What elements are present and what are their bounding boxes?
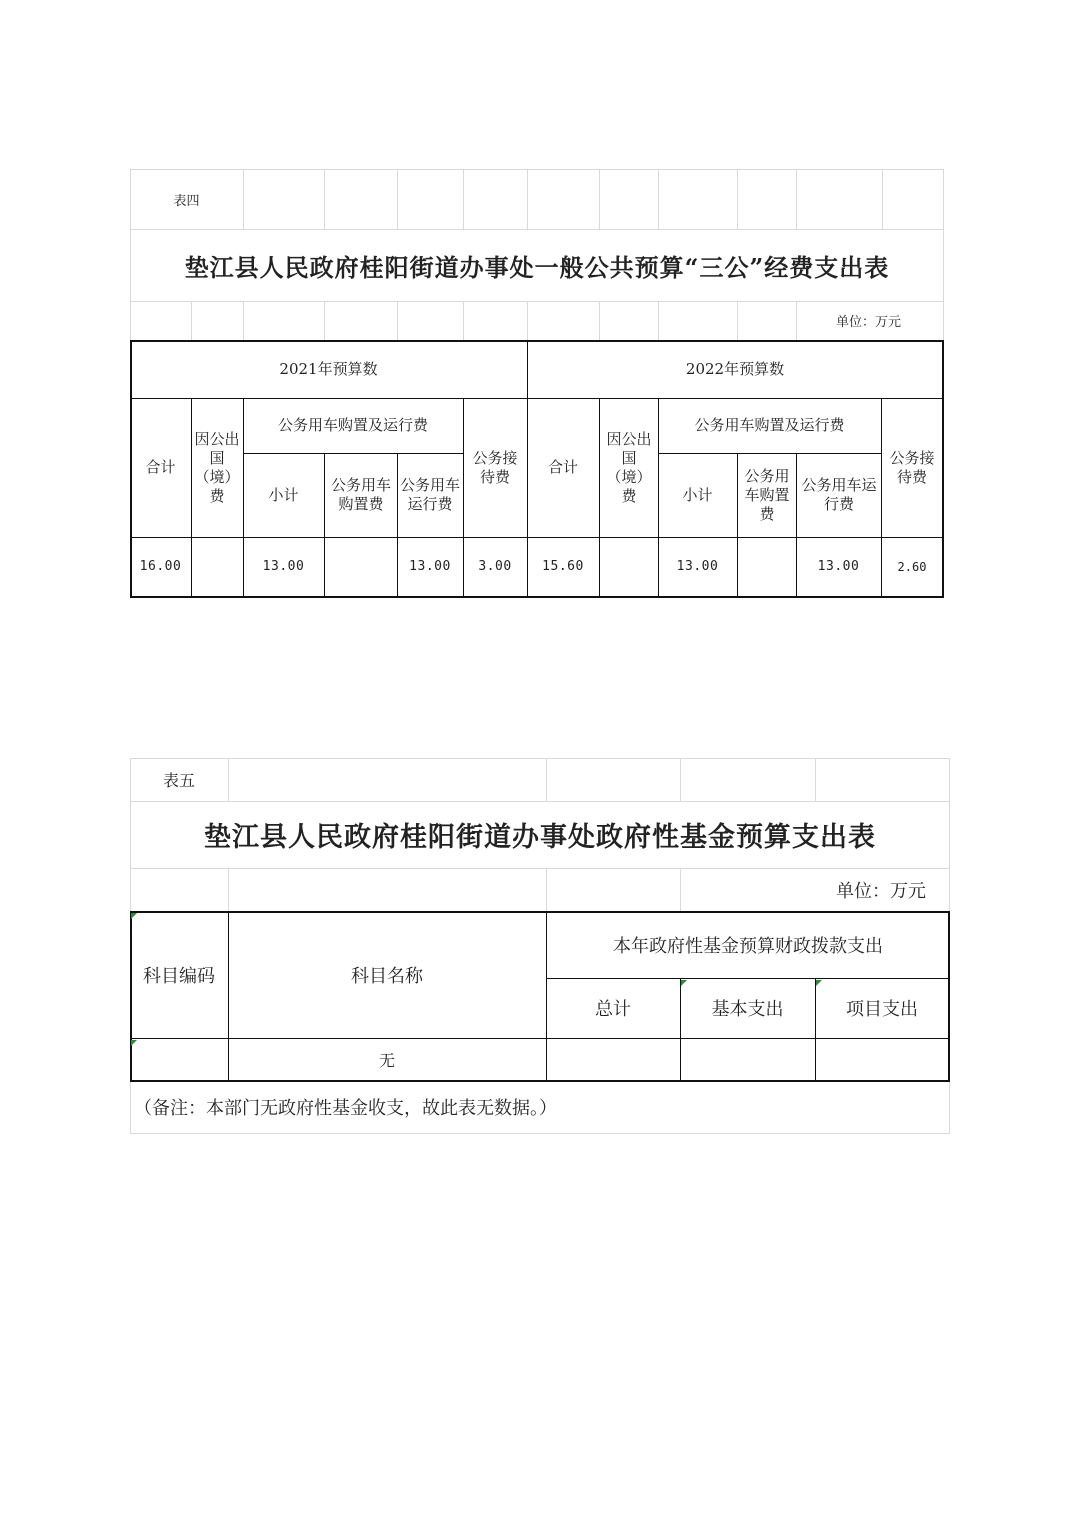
header-project: 项目支出: [846, 999, 918, 1020]
table-4: [130, 169, 944, 597]
table-5: [130, 758, 950, 1134]
value-reception-2022: 2.60: [897, 559, 927, 574]
value-total-2021: 16.00: [139, 559, 182, 574]
header-operation-2022: 公务用车运行费: [801, 476, 877, 513]
header-total-2021: 合计: [145, 458, 176, 476]
row-basic: [680, 1038, 815, 1080]
row-project: [815, 1038, 949, 1080]
header-purchase-2022: 公务用车购置费: [744, 466, 790, 523]
value-abroad-2022: [599, 537, 658, 596]
header-abroad-2021: 因公出国（境）费: [194, 429, 240, 505]
header-vehicle-group-2021: 公务用车购置及运行费: [277, 416, 428, 434]
value-abroad-2021: [191, 537, 243, 596]
header-reception-2021: 公务接待费: [472, 448, 518, 486]
header-total: 总计: [595, 999, 631, 1020]
value-total-2022: 15.60: [542, 559, 584, 574]
value-reception-2021: 3.00: [478, 559, 512, 574]
value-operation-2022: 13.00: [817, 559, 860, 574]
table-title: 垫江县人民政府桂阳街道办事处政府性基金预算支出表: [204, 822, 876, 853]
table-label: 表四: [173, 193, 200, 209]
row-code: [130, 1038, 228, 1080]
header-subtotal-2022: 小计: [682, 485, 713, 504]
value-purchase-2021: [324, 537, 397, 596]
year-2021-heading: 2021年预算数: [279, 359, 378, 378]
header-abroad-2022: 因公出国（境）费: [606, 429, 652, 505]
value-subtotal-2021: 13.00: [262, 559, 305, 574]
header-code: 科目编码: [143, 965, 215, 987]
header-purchase-2021: 公务用车购置费: [330, 476, 391, 513]
row-total: [546, 1038, 680, 1080]
header-basic: 基本支出: [711, 999, 784, 1020]
value-operation-2021: 13.00: [409, 559, 451, 574]
header-vehicle-group-2022: 公务用车购置及运行费: [694, 416, 845, 434]
year-2022-heading: 2022年预算数: [685, 359, 785, 378]
row-name: 无: [378, 1050, 395, 1070]
unit-label: 单位：万元: [836, 881, 926, 902]
value-subtotal-2022: 13.00: [676, 559, 719, 574]
header-total-2022: 合计: [547, 458, 578, 476]
header-group: 本年政府性基金预算财政拨款支出: [613, 935, 883, 957]
value-purchase-2022: [737, 537, 796, 596]
header-subtotal-2021: 小计: [268, 485, 299, 504]
header-operation-2021: 公务用车运行费: [400, 476, 461, 513]
table-title: 垫江县人民政府桂阳街道办事处一般公共预算“三公”经费支出表: [184, 252, 890, 282]
table-label: 表五: [162, 771, 195, 790]
unit-label: 单位：万元: [835, 315, 901, 330]
note-text: （备注：本部门无政府性基金收支，故此表无数据。）: [134, 1098, 557, 1119]
header-reception-2022: 公务接待费: [889, 448, 935, 486]
header-name: 科目名称: [351, 965, 423, 987]
